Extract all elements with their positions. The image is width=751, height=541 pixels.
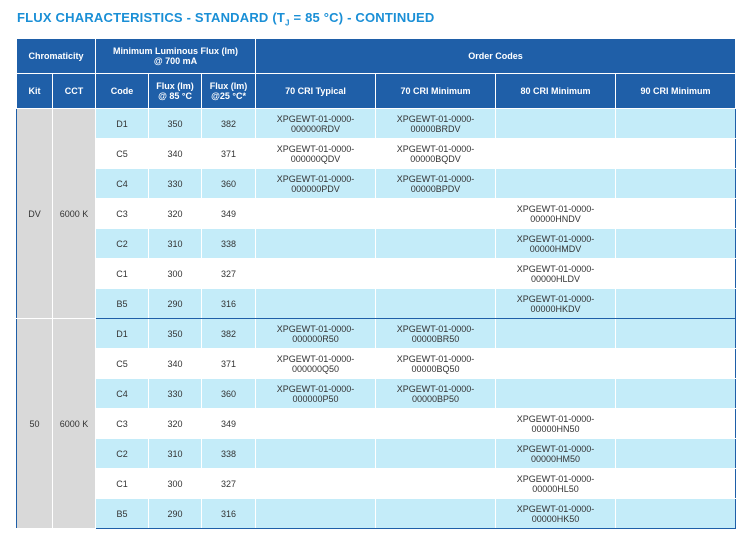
cri70-typical-header: 70 CRI Typical	[256, 74, 376, 109]
order-code-90-minimum	[616, 499, 736, 529]
code-cell: C2	[96, 229, 149, 259]
table-row	[17, 349, 736, 379]
table-row	[17, 259, 736, 289]
flux-25-cell: 349	[202, 199, 256, 229]
order-code-90-minimum	[616, 199, 736, 229]
page-title	[17, 10, 435, 28]
order-code-80-minimum	[496, 169, 616, 199]
min-flux-header: Minimum Luminous Flux (lm) @ 700 mA	[96, 39, 256, 74]
title-prefix: FLUX CHARACTERISTICS - STANDARD (T	[17, 10, 285, 25]
cct-header: CCT	[53, 74, 96, 109]
flux-85-cell: 340	[149, 349, 202, 379]
flux-85-cell: 290	[149, 289, 202, 319]
flux-85-cell: 350	[149, 319, 202, 349]
order-code-70-minimum: XPGEWT-01-0000- 00000BQ50	[376, 349, 496, 379]
order-code-80-minimum: XPGEWT-01-0000- 00000HL50	[496, 469, 616, 499]
flux-85-cell: 320	[149, 199, 202, 229]
code-cell: C5	[96, 349, 149, 379]
flux-85-cell: 300	[149, 259, 202, 289]
table-row	[17, 499, 736, 529]
order-code-70-minimum	[376, 439, 496, 469]
code-cell: C3	[96, 199, 149, 229]
order-code-70-typical	[256, 289, 376, 319]
code-cell: C2	[96, 439, 149, 469]
order-code-70-minimum	[376, 499, 496, 529]
order-code-80-minimum	[496, 109, 616, 139]
flux-25-cell: 371	[202, 139, 256, 169]
table-row	[17, 289, 736, 319]
flux-85-cell: 320	[149, 409, 202, 439]
order-code-70-typical: XPGEWT-01-0000- 000000QDV	[256, 139, 376, 169]
flux-85-cell: 340	[149, 139, 202, 169]
kit-cell: DV	[17, 109, 53, 319]
code-cell: B5	[96, 289, 149, 319]
order-code-70-typical	[256, 499, 376, 529]
order-code-70-typical	[256, 469, 376, 499]
order-code-70-minimum: XPGEWT-01-0000- 00000BP50	[376, 379, 496, 409]
code-cell: C4	[96, 169, 149, 199]
flux-25-cell: 327	[202, 469, 256, 499]
order-code-70-typical	[256, 199, 376, 229]
code-cell: C1	[96, 469, 149, 499]
order-code-90-minimum	[616, 109, 736, 139]
order-code-90-minimum	[616, 259, 736, 289]
kit-header: Kit	[17, 74, 53, 109]
order-code-70-minimum	[376, 409, 496, 439]
flux-25-cell: 382	[202, 109, 256, 139]
flux-25-cell: 338	[202, 229, 256, 259]
order-code-70-typical	[256, 259, 376, 289]
order-code-80-minimum: XPGEWT-01-0000- 00000HMDV	[496, 229, 616, 259]
flux-characteristics-table	[16, 38, 736, 529]
code-cell: C5	[96, 139, 149, 169]
order-code-80-minimum	[496, 379, 616, 409]
order-code-70-minimum	[376, 289, 496, 319]
title-subscript: J	[285, 18, 290, 28]
order-code-70-typical: XPGEWT-01-0000- 000000P50	[256, 379, 376, 409]
order-code-90-minimum	[616, 229, 736, 259]
order-code-80-minimum: XPGEWT-01-0000- 00000HN50	[496, 409, 616, 439]
flux-85-cell: 330	[149, 169, 202, 199]
order-code-90-minimum	[616, 379, 736, 409]
table-row	[17, 319, 736, 349]
order-code-90-minimum	[616, 469, 736, 499]
order-code-70-typical: XPGEWT-01-0000- 000000Q50	[256, 349, 376, 379]
code-cell: C1	[96, 259, 149, 289]
cri80-minimum-header: 80 CRI Minimum	[496, 74, 616, 109]
order-code-90-minimum	[616, 139, 736, 169]
flux-25-cell: 382	[202, 319, 256, 349]
order-code-70-minimum	[376, 229, 496, 259]
flux85-header: Flux (lm) @ 85 °C	[149, 74, 202, 109]
code-cell: D1	[96, 319, 149, 349]
code-cell: C4	[96, 379, 149, 409]
code-header: Code	[96, 74, 149, 109]
order-code-90-minimum	[616, 349, 736, 379]
order-code-70-minimum: XPGEWT-01-0000- 00000BQDV	[376, 139, 496, 169]
cri70-minimum-header: 70 CRI Minimum	[376, 74, 496, 109]
order-code-90-minimum	[616, 289, 736, 319]
order-code-70-typical: XPGEWT-01-0000- 000000R50	[256, 319, 376, 349]
order-code-70-typical	[256, 409, 376, 439]
code-cell: C3	[96, 409, 149, 439]
flux-85-cell: 330	[149, 379, 202, 409]
table-row	[17, 409, 736, 439]
flux-25-cell: 327	[202, 259, 256, 289]
order-code-70-minimum	[376, 199, 496, 229]
table-row	[17, 109, 736, 139]
table-row	[17, 439, 736, 469]
order-code-90-minimum	[616, 319, 736, 349]
order-code-70-typical	[256, 439, 376, 469]
table-row	[17, 469, 736, 499]
order-code-80-minimum: XPGEWT-01-0000- 00000HK50	[496, 499, 616, 529]
chromaticity-header: Chromaticity	[17, 39, 96, 74]
order-codes-header: Order Codes	[256, 39, 736, 74]
flux25-header: Flux (lm) @25 °C*	[202, 74, 256, 109]
order-code-80-minimum: XPGEWT-01-0000- 00000HKDV	[496, 289, 616, 319]
order-code-80-minimum: XPGEWT-01-0000- 00000HNDV	[496, 199, 616, 229]
flux-85-cell: 310	[149, 439, 202, 469]
order-code-70-minimum	[376, 259, 496, 289]
order-code-70-typical: XPGEWT-01-0000- 000000PDV	[256, 169, 376, 199]
flux-85-cell: 290	[149, 499, 202, 529]
table-row	[17, 169, 736, 199]
order-code-80-minimum	[496, 349, 616, 379]
order-code-90-minimum	[616, 409, 736, 439]
order-code-90-minimum	[616, 169, 736, 199]
order-code-80-minimum	[496, 139, 616, 169]
flux-25-cell: 338	[202, 439, 256, 469]
table-row	[17, 199, 736, 229]
flux-25-cell: 371	[202, 349, 256, 379]
cct-cell: 6000 K	[53, 109, 96, 319]
kit-cell: 50	[17, 319, 53, 529]
title-suffix: = 85 °C) - CONTINUED	[289, 10, 435, 25]
cct-cell: 6000 K	[53, 319, 96, 529]
code-cell: B5	[96, 499, 149, 529]
order-code-80-minimum	[496, 319, 616, 349]
order-code-70-typical: XPGEWT-01-0000- 000000RDV	[256, 109, 376, 139]
flux-25-cell: 316	[202, 499, 256, 529]
order-code-70-minimum	[376, 469, 496, 499]
code-cell: D1	[96, 109, 149, 139]
order-code-70-minimum: XPGEWT-01-0000- 00000BPDV	[376, 169, 496, 199]
flux-85-cell: 310	[149, 229, 202, 259]
flux-25-cell: 360	[202, 379, 256, 409]
table-row	[17, 139, 736, 169]
order-code-70-minimum: XPGEWT-01-0000- 00000BRDV	[376, 109, 496, 139]
order-code-90-minimum	[616, 439, 736, 469]
flux-85-cell: 300	[149, 469, 202, 499]
order-code-80-minimum: XPGEWT-01-0000- 00000HM50	[496, 439, 616, 469]
order-code-70-typical	[256, 229, 376, 259]
order-code-80-minimum: XPGEWT-01-0000- 00000HLDV	[496, 259, 616, 289]
cri90-minimum-header: 90 CRI Minimum	[616, 74, 736, 109]
order-code-70-minimum: XPGEWT-01-0000- 00000BR50	[376, 319, 496, 349]
table-row	[17, 379, 736, 409]
flux-85-cell: 350	[149, 109, 202, 139]
table-row	[17, 229, 736, 259]
flux-25-cell: 349	[202, 409, 256, 439]
flux-25-cell: 316	[202, 289, 256, 319]
flux-25-cell: 360	[202, 169, 256, 199]
